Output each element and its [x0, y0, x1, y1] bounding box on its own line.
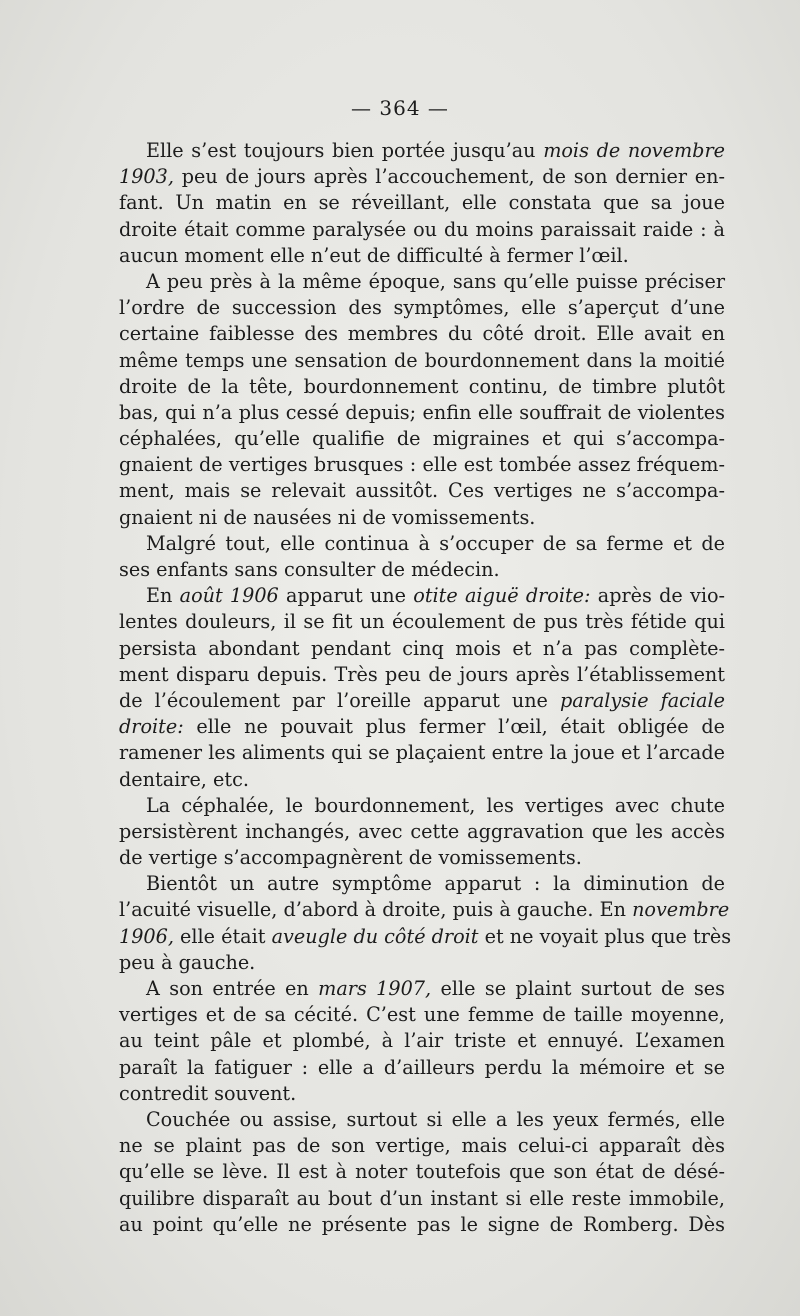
italic-text: mois de novembre	[543, 139, 725, 162]
text-run: ses enfants sans consulter de médecin.	[119, 558, 500, 581]
text-line	[119, 217, 725, 243]
text-line	[119, 688, 725, 714]
text-run: aucun moment elle n’eut de difficulté à fermer l’œil.	[119, 243, 629, 267]
italic-text: 1903,	[119, 165, 174, 189]
text-run: droite était comme paralysée ou du moins paraissait raide : à	[119, 217, 725, 241]
text-run: peu de jours après l’accouchement, de son dernier en-	[173, 165, 725, 189]
text-line	[119, 714, 725, 740]
text-line	[119, 452, 725, 478]
text-run: paraît la fatiguer : elle a d’ailleurs perdu la mémoire et se	[119, 1055, 725, 1079]
text-run: En	[146, 584, 180, 608]
text-line	[119, 1186, 725, 1212]
text-run: A peu près à la même époque, sans qu’elle puisse préciser	[146, 269, 725, 293]
body-text	[119, 138, 732, 1238]
text-run: bas, qui n’a plus cessé depuis; enfin elle souffrait de violentes	[119, 400, 725, 424]
text-line	[119, 662, 725, 688]
text-line	[119, 1107, 725, 1133]
page-number: — 364 —	[351, 96, 449, 120]
text-line	[119, 609, 725, 635]
text-line	[119, 1028, 725, 1054]
text-run: au teint pâle et plombé, à l’air triste et ennuyé. L’examen	[119, 1029, 725, 1053]
text-run: et ne voyait plus que très	[478, 924, 732, 948]
text-line	[119, 583, 725, 609]
text-line	[119, 478, 725, 504]
text-run: l’acuité visuelle, d’abord à droite, puis à gauche. En	[119, 898, 633, 922]
text-run: certaine faiblesse des membres du côté droit. Elle avait en	[119, 322, 725, 346]
text-line	[119, 636, 725, 662]
text-line	[119, 845, 725, 871]
italic-text: 1906,	[119, 924, 174, 948]
text-line	[119, 976, 725, 1002]
text-line	[119, 164, 725, 190]
italic-text: droite:	[119, 715, 184, 739]
text-run: après de vio-	[590, 584, 725, 608]
text-run: Elle s’est toujours bien portée jusqu’au	[146, 139, 544, 162]
text-run: de vertige s’accompagnèrent de vomissements.	[119, 846, 582, 870]
text-run: au point qu’elle ne présente pas le signe de Romberg. Dès	[119, 1212, 725, 1236]
text-line	[119, 1081, 725, 1107]
text-line	[119, 1159, 725, 1185]
text-line	[119, 426, 725, 452]
italic-text: mars 1907,	[318, 977, 432, 1000]
text-run: même temps une sensation de bourdonnement dans la moitié	[119, 348, 725, 372]
text-line	[119, 531, 725, 557]
text-run: peu à gauche.	[119, 950, 256, 974]
text-run: Couchée ou assise, surtout si elle a les yeux fermés, elle	[146, 1107, 725, 1131]
text-line	[119, 1002, 725, 1028]
text-line	[119, 950, 725, 976]
text-run: ment, mais se relevait aussitôt. Ces vertiges ne s’accompa-	[119, 479, 725, 503]
text-line	[119, 767, 725, 793]
text-line	[119, 295, 725, 321]
text-run: ramener les aliments qui se plaçaient entre la joue et l’arcade	[119, 741, 725, 765]
text-line	[119, 897, 730, 923]
text-run: qu’elle se lève. Il est à noter toutefois que son état de désé-	[119, 1160, 725, 1184]
text-run: gnaient ni de nausées ni de vomissements.	[119, 505, 536, 529]
text-line	[119, 1133, 725, 1159]
text-run: persista abondant pendant cinq mois et n’a pas complète-	[119, 636, 725, 660]
text-line	[119, 740, 725, 766]
text-run: dentaire, etc.	[119, 767, 249, 791]
text-run: gnaient de vertiges brusques : elle est tombée assez fréquem-	[119, 453, 725, 477]
text-line	[119, 269, 725, 295]
text-run: elle était	[173, 924, 272, 948]
text-line	[119, 557, 725, 583]
text-run: La céphalée, le bourdonnement, les vertiges avec chute	[146, 793, 725, 817]
text-run: l’ordre de succession des symptômes, elle s’aperçut d’une	[119, 296, 725, 320]
text-run: persistèrent inchangés, avec cette aggravation que les accès	[119, 819, 725, 843]
text-run: Malgré tout, elle continua à s’occuper de sa ferme et de	[146, 531, 725, 555]
text-line	[119, 374, 725, 400]
text-line	[119, 138, 725, 164]
italic-text: aveugle du côté droit	[271, 924, 479, 948]
text-line	[119, 190, 725, 216]
text-run: elle se plaint surtout de ses	[431, 977, 725, 1000]
italic-text: août 1906	[179, 584, 279, 608]
text-run: elle ne pouvait plus fermer l’œil, était obligée de	[183, 715, 725, 739]
text-run: fant. Un matin en se réveillant, elle constata que sa joue	[119, 191, 725, 215]
text-run: contredit souvent.	[119, 1081, 297, 1105]
text-line	[119, 871, 725, 897]
text-run: ne se plaint pas de son vertige, mais celui-ci apparaît dès	[119, 1134, 725, 1158]
text-run: lentes douleurs, il se fit un écoulement de pus très fétide qui	[119, 610, 725, 634]
text-line	[119, 348, 725, 374]
text-run: Bientôt un autre symptôme apparut : la diminution de	[146, 872, 725, 896]
text-run: droite de la tête, bourdonnement continu, de timbre plutôt	[119, 374, 725, 398]
text-run: ment disparu depuis. Très peu de jours après l’établissement	[119, 662, 725, 686]
text-line	[119, 924, 732, 950]
text-line	[119, 819, 725, 845]
text-run: de l’écoulement par l’oreille apparut une	[119, 688, 560, 712]
italic-text: novembre	[632, 898, 730, 922]
text-run: quilibre disparaît au bout d’un instant si elle reste immobile,	[119, 1186, 725, 1210]
text-run: vertiges et de sa cécité. C’est une femme de taille moyenne,	[119, 1003, 725, 1027]
italic-text: otite aiguë droite:	[413, 584, 591, 608]
text-run: céphalées, qu’elle qualifie de migraines et qui s’accompa-	[119, 427, 725, 451]
text-run: apparut une	[278, 584, 414, 608]
text-line	[119, 505, 725, 531]
text-line	[119, 793, 725, 819]
text-line	[119, 1212, 725, 1238]
text-line	[119, 1055, 725, 1081]
text-line	[119, 243, 725, 269]
text-line	[119, 400, 725, 426]
italic-text: paralysie faciale	[559, 688, 725, 712]
text-line	[119, 321, 725, 347]
text-run: A son entrée en	[146, 977, 319, 1000]
